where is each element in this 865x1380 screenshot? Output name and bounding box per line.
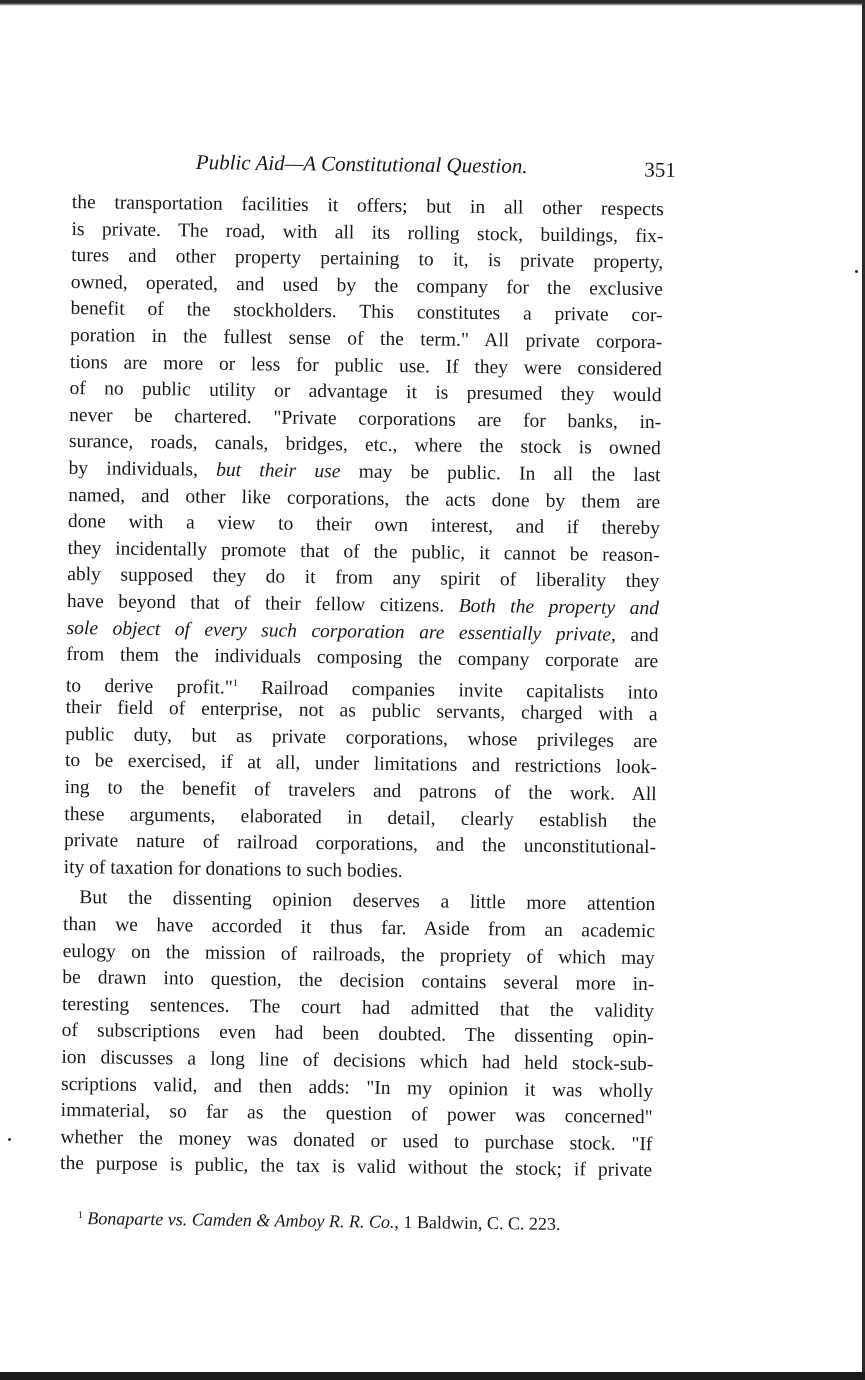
text-line: they incidentally promote that of the public, it cannot be reason- (67, 537, 660, 566)
text-line: ing to the benefit of travelers and patrons of the work. All (64, 777, 657, 806)
text-line: benefit of the stockholders. This constitutes a private cor- (70, 298, 663, 327)
running-head-title: Public Aid—A Constitutional Question. (195, 150, 528, 179)
footnote-number: 1 (77, 1209, 83, 1222)
text-line: owned, operated, and used by the company for the exclusive (70, 271, 663, 301)
text-line: eulogy on the mission of railroads, the propriety of which may (62, 940, 655, 969)
scan-bottom-edge (0, 1372, 865, 1380)
scan-top-edge (0, 0, 865, 14)
text-line: never be chartered. "Private corporations are for banks, in- (69, 404, 662, 433)
footnote-case-name: Bonaparte vs. Camden & Amboy R. R. Co. (87, 1208, 395, 1232)
text-line: whether the money was donated or used to purchase stock. "If (60, 1126, 653, 1155)
text-line: named, and other like corporations, the acts done by them are (68, 484, 661, 513)
text-line: their field of enterprise, not as public servants, charged with a (65, 697, 658, 726)
text-segment: to derive profit." (65, 675, 233, 699)
text-segment: by individuals, (68, 457, 217, 481)
text-line: than we have accorded it thus far. Aside from an academic (62, 913, 656, 943)
footnote-marker: 1 (232, 677, 238, 689)
text-line: to be exercised, if at all, under limitations and restrictions look- (64, 750, 658, 779)
text-segment: and (615, 624, 659, 646)
text-segment: may be public. In all the last (340, 461, 661, 487)
text-line: poration in the fullest sense of the term." All private corpora- (70, 324, 663, 354)
text-segment: Railroad companies invite capitalists into (237, 677, 659, 704)
text-line: tions are more or less for public use. If they were considered (69, 351, 662, 380)
text-line: the purpose is public, the tax is valid without the stock; if private (59, 1153, 653, 1182)
text-line: of no public utility or advantage it is presumed they would (69, 378, 662, 407)
text-line: private nature of railroad corporations, and the unconstitutional- (63, 830, 657, 859)
body-text (60, 190, 664, 1185)
text-line: immaterial, so far as the question of power was concerned" (60, 1100, 653, 1129)
footnote-citation: , 1 Baldwin, C. C. 223. (394, 1211, 561, 1234)
text-line: ity of taxation for donations to such bodies. (63, 856, 403, 882)
text-line: from them the individuals composing the company corporate are (66, 644, 659, 673)
text-line: But the dissenting opinion deserves a little more attention (79, 887, 656, 916)
text-line: be drawn into question, the decision contains several more in- (62, 967, 655, 996)
text-segment: have beyond that of their fellow citizens. (66, 590, 459, 617)
text-line: scriptions valid, and then adds: "In my opinion it was wholly (60, 1073, 654, 1102)
text-line: the transportation facilities it offers; but in all other respects (71, 191, 664, 221)
text-line: ably supposed they do it from any spirit of liberality they (67, 564, 660, 593)
page-number: 351 (644, 157, 676, 182)
footnote (78, 1208, 648, 1236)
scan-speck (8, 1138, 11, 1141)
scan-speck (855, 270, 858, 273)
text-line: of subscriptions even had been doubted. The dissenting opin- (61, 1020, 654, 1049)
paragraph-2 (60, 885, 656, 1185)
italic-phrase: but their use (216, 459, 341, 483)
text-line: surance, roads, canals, bridges, etc., where the stock is owned (68, 431, 662, 460)
text-line: is private. The road, with all its rolling stock, buildings, fix- (71, 218, 664, 247)
text-line: public duty, but as private corporations, whose privileges are (65, 723, 658, 753)
text-line: teresting sentences. The court had admitted that the validity (61, 993, 655, 1022)
paragraph-1 (64, 190, 664, 889)
text-line: these arguments, elaborated in detail, clearly establish the (64, 803, 657, 832)
text-line: tures and other property pertaining to it, is private property, (71, 245, 664, 274)
italic-phrase: sole object of every such corporation are essentially private, (66, 617, 617, 646)
text-line: done with a view to their own interest, and if thereby (67, 511, 661, 540)
italic-phrase: Both the property and (458, 595, 660, 620)
running-head (196, 150, 676, 186)
text-line: ion discusses a long line of decisions which had held stock-sub- (61, 1046, 654, 1076)
